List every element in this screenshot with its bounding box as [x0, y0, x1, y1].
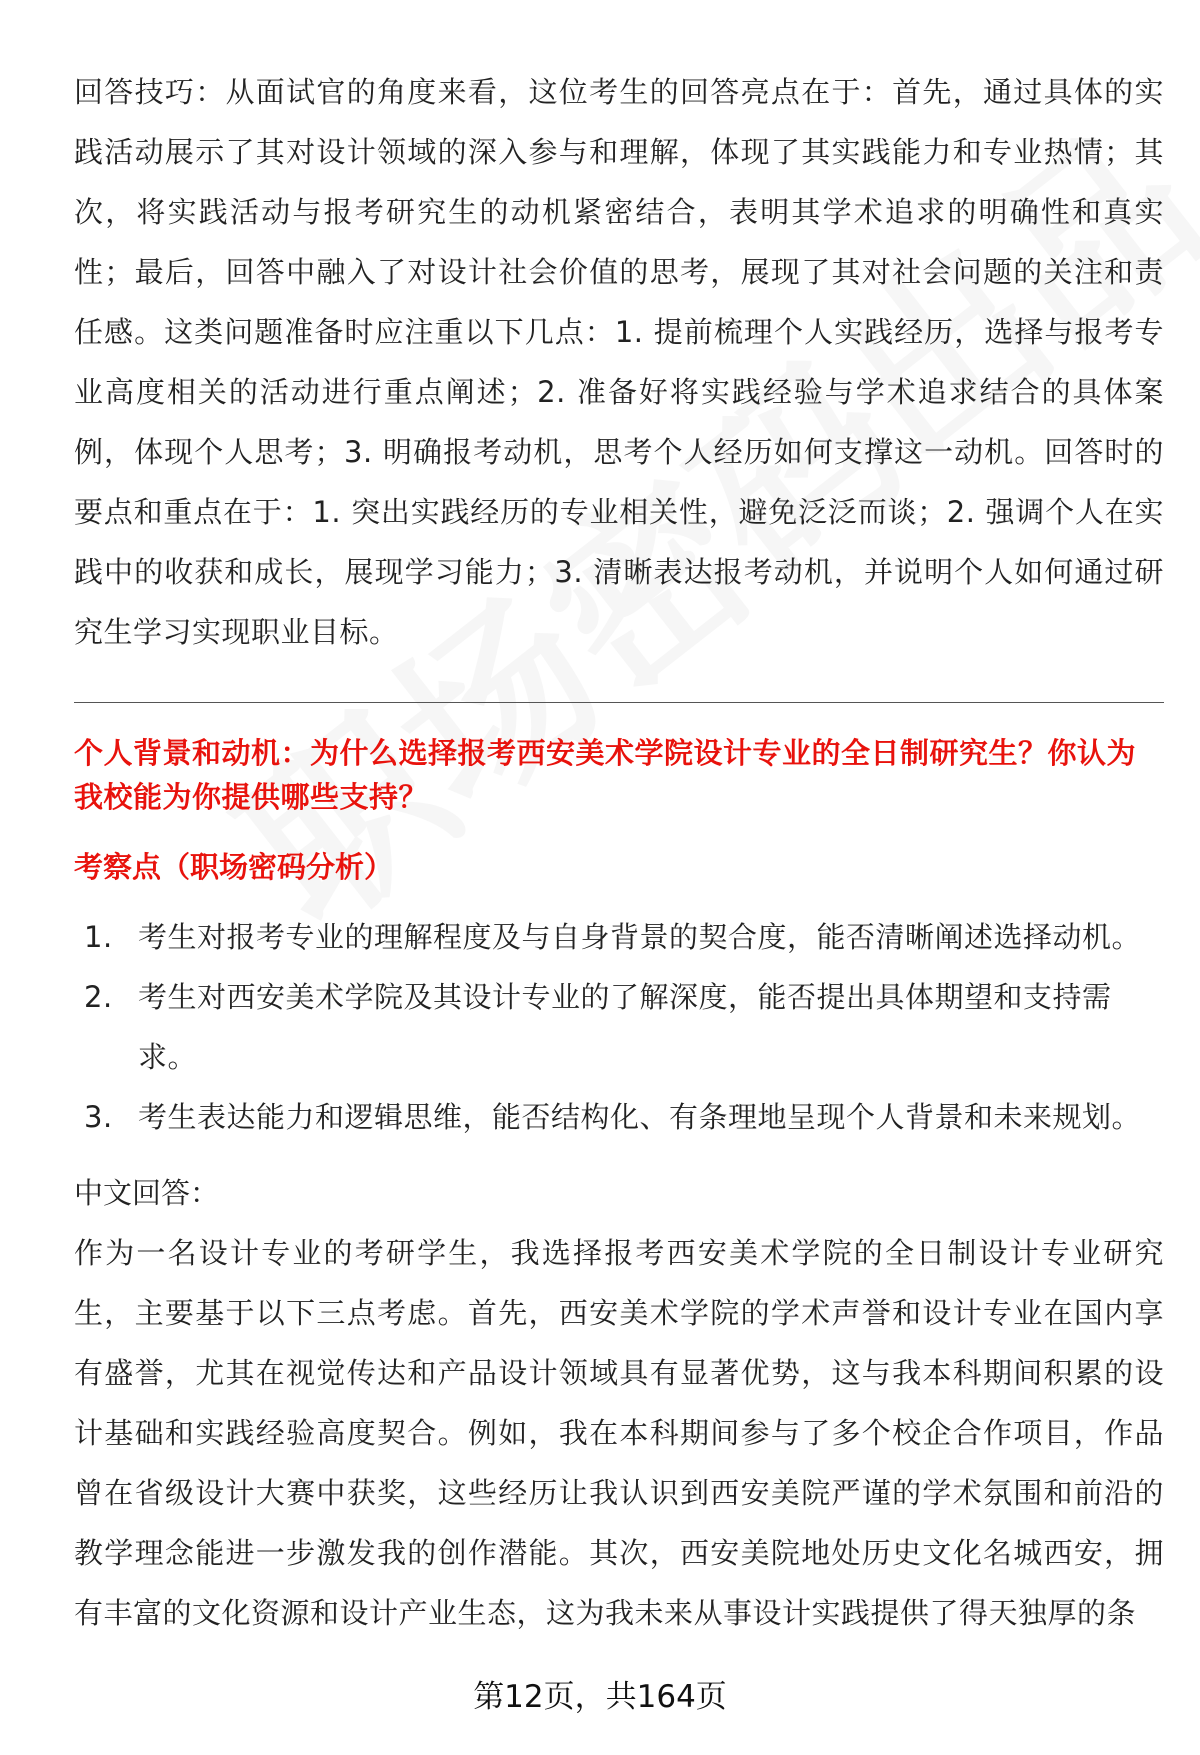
- list-item-text: 考生对报考专业的理解程度及与自身背景的契合度，能否清晰阐述选择动机。: [138, 920, 1142, 954]
- section-divider: [74, 702, 1164, 703]
- list-item: [74, 1087, 1164, 1147]
- answer-tips-paragraph: 回答技巧：从面试官的角度来看，这位考生的回答亮点在于：首先，通过具体的实践活动展示了其对设计领域的深入参与和理解，体现了其实践能力和专业热情；其次，将实践活动与报考研究生的动机紧密结合，表明其学术追求的明确性和真实性；最后，回答中融入了对设计社会价值的思考，展现了其对社会问题的关注和责任感。这类问题准备时应注重以下几点：1. 提前梳理个人实践经历，选择与报考专业高度相关的活动进行重点阐述；2. 准备好将实践经验与学术追求结合的具体案例，体现个人思考；3. 明确报考动机，思考个人经历如何支撑这一动机。回答时的要点和重点在于：1. 突出实践经历的专业相关性，避免泛泛而谈；2. 强调个人在实践中的收获和成长，展现学习能力；3. 清晰表达报考动机，并说明个人如何通过研究生学习实现职业目标。: [74, 75, 1164, 649]
- answer-paragraph: 作为一名设计专业的考研学生，我选择报考西安美术学院的全日制设计专业研究生，主要基于以下三点考虑。首先，西安美术学院的学术声誉和设计专业在国内享有盛誉，尤其在视觉传达和产品设计领域具有显著优势，这与我本科期间积累的设计基础和实践经验高度契合。例如，我在本科期间参与了多个校企合作项目，作品曾在省级设计大赛中获奖，这些经历让我认识到西安美院严谨的学术氛围和前沿的教学理念能进一步激发我的创作潜能。其次，西安美院地处历史文化名城西安，拥有丰富的文化资源和设计产业生态，这为我未来从事设计实践提供了得天独厚的条: [74, 1236, 1164, 1630]
- question-title: 个人背景和动机：为什么选择报考西安美术学院设计专业的全日制研究生？你认为我校能为你提供哪些支持？: [74, 736, 1137, 814]
- page-content: [74, 62, 1164, 1643]
- assessment-points-heading: 考察点（职场密码分析）: [74, 850, 394, 884]
- list-item-number: 3.: [84, 1100, 113, 1134]
- list-item-number: 1.: [84, 920, 113, 954]
- list-item: [74, 907, 1164, 967]
- list-item-text: 考生对西安美术学院及其设计专业的了解深度，能否提出具体期望和支持需求。: [138, 980, 1112, 1074]
- assessment-points-list: [74, 907, 1164, 1147]
- page-number: 第12页，共164页: [473, 1679, 727, 1715]
- list-item-text: 考生表达能力和逻辑思维，能否结构化、有条理地呈现个人背景和未来规划。: [138, 1100, 1142, 1134]
- list-item-number: 2.: [84, 980, 113, 1014]
- answer-label: 中文回答：: [74, 1176, 220, 1210]
- list-item: [74, 967, 1164, 1087]
